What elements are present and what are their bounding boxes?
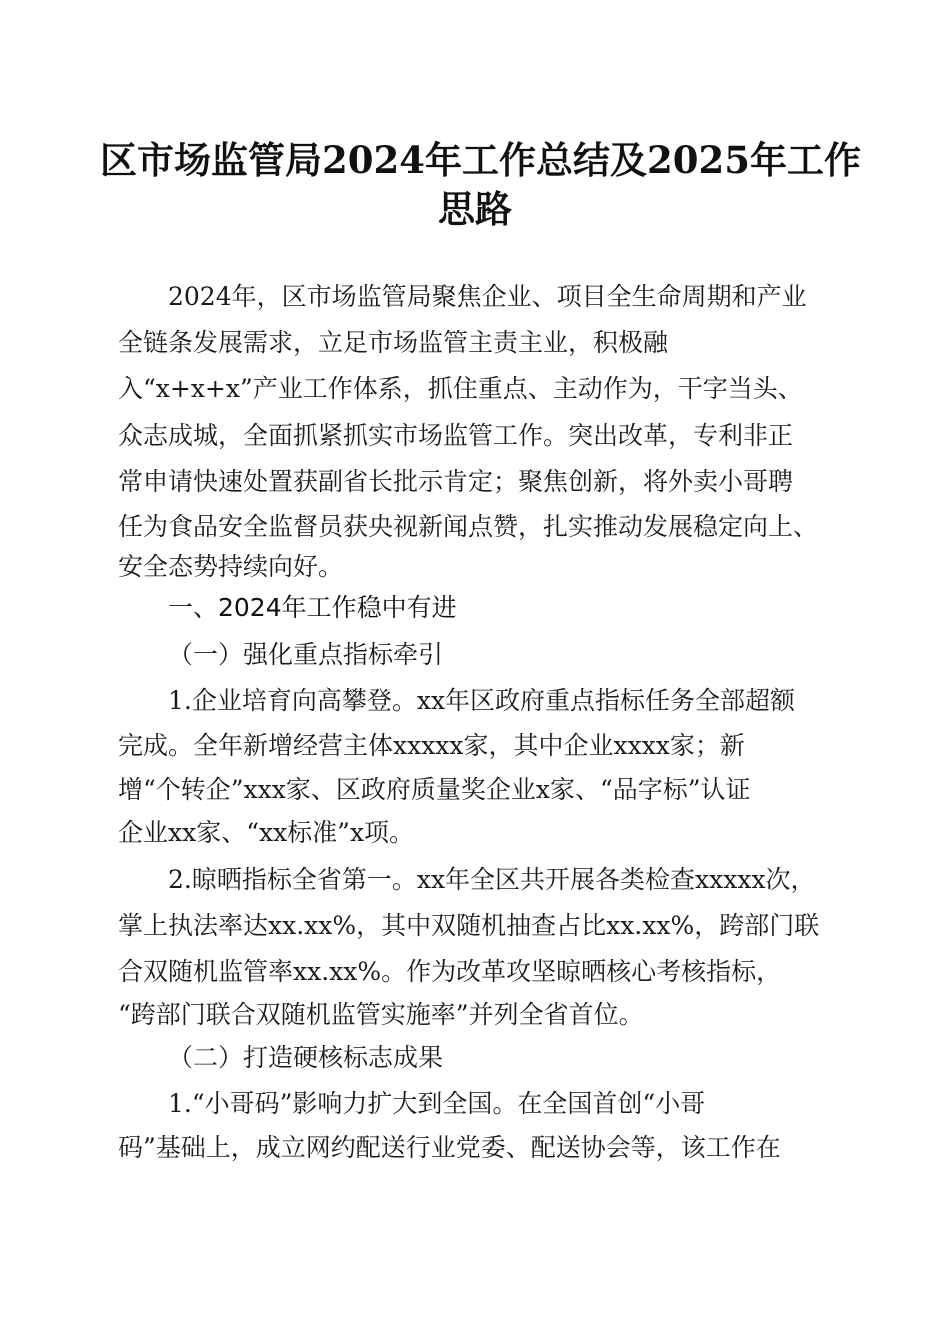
item-1-1-line: 1.企业培育向高攀登。xx年区政府重点指标任务全部超额 (168, 686, 796, 715)
intro-paragraph-line: 全链条发展需求，立足市场监管主责主业，积极融 (118, 328, 669, 357)
intro-paragraph-line: 2024年，区市场监管局聚焦企业、项目全生命周期和产业 (168, 282, 807, 311)
item-1-1-line: 增“个转企”xxx家、区政府质量奖企业x家、“品字标”认证 (118, 775, 751, 804)
subsection-heading-1: （一）强化重点指标牵引 (168, 640, 444, 669)
intro-paragraph-line: 安全态势持续向好。 (118, 552, 344, 581)
intro-paragraph-line: 任为食品安全监督员获央视新闻点赞，扎实推动发展稳定向上、 (118, 512, 819, 541)
item-1-2-line: 掌上执法率达xx.xx%，其中双随机抽查占比xx.xx%，跨部门联 (118, 911, 820, 940)
item-1-2-line: “跨部门联合双随机监管实施率”并列全省首位。 (118, 1000, 644, 1029)
item-2-1-line: 1.“小哥码”影响力扩大到全国。在全国首创“小哥 (168, 1089, 706, 1118)
item-1-1-line: 企业xx家、“xx标准”x项。 (118, 818, 415, 847)
document-title-line-2: 思路 (438, 187, 512, 231)
item-1-1-line: 完成。全年新增经营主体xxxxx家，其中企业xxxx家；新 (118, 731, 745, 760)
item-1-2-line: 2.晾晒指标全省第一。xx年全区共开展各类检查xxxxx次， (168, 865, 816, 894)
document-title-line-1: 区市场监管局2024年工作总结及2025年工作 (100, 138, 861, 182)
intro-paragraph-line: 众志成城，全面抓紧抓实市场监管工作。突出改革，专利非正 (118, 421, 794, 450)
section-heading-1: 一、2024年工作稳中有进 (168, 593, 457, 622)
item-1-2-line: 合双随机监管率xx.xx%。作为改革攻坚晾晒核心考核指标， (118, 957, 782, 986)
item-2-1-line: 码”基础上，成立网约配送行业党委、配送协会等，该工作在 (118, 1133, 781, 1162)
intro-paragraph-line: 入“x+x+x”产业工作体系，抓住重点、主动作为，干字当头、 (118, 374, 803, 403)
intro-paragraph-line: 常申请快速处置获副省长批示肯定；聚焦创新，将外卖小哥聘 (118, 467, 794, 496)
subsection-heading-2: （二）打造硬核标志成果 (168, 1043, 444, 1072)
